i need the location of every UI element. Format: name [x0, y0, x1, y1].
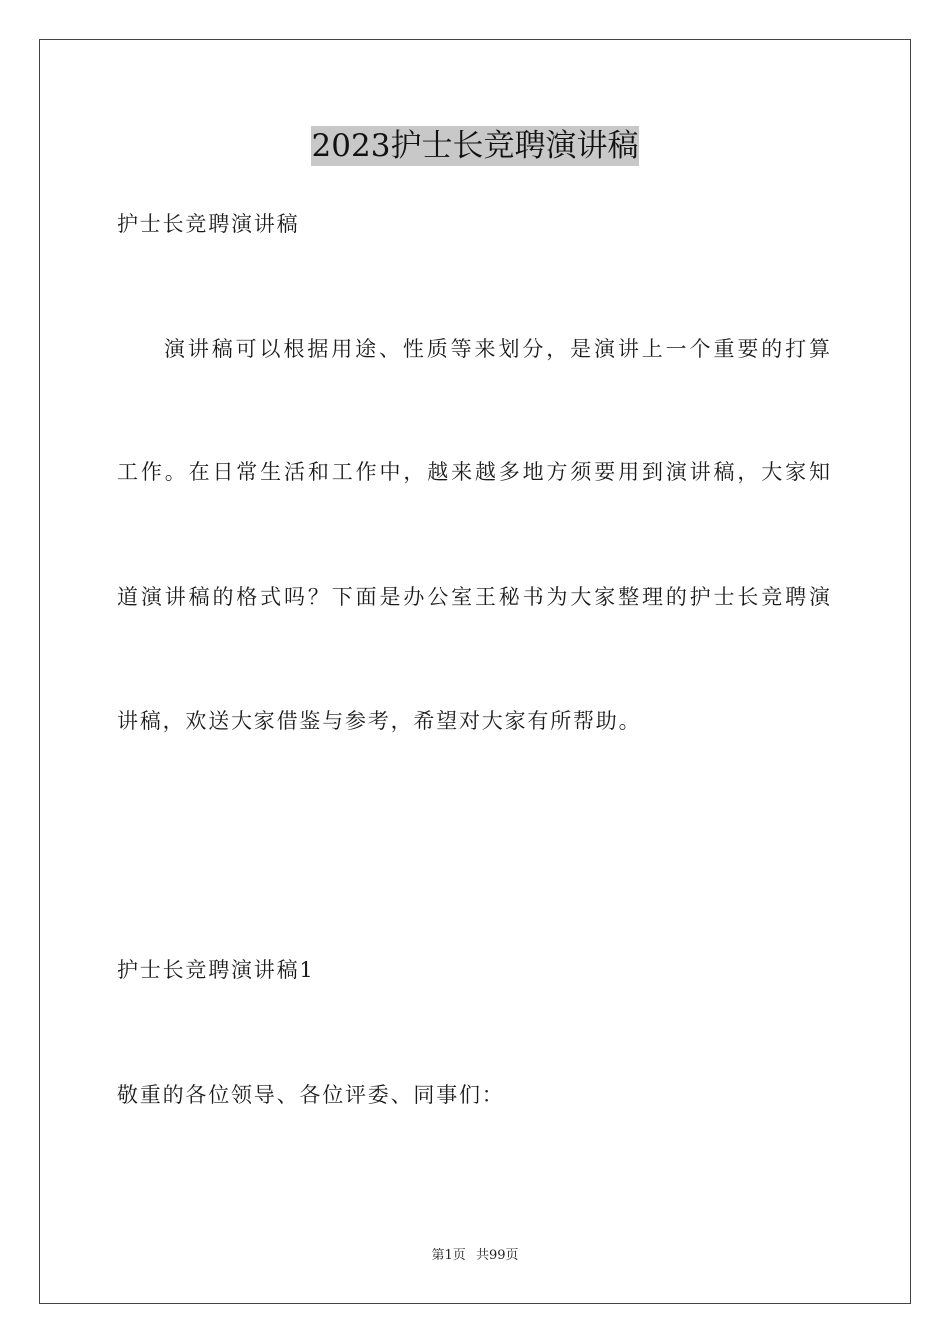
document-subtitle: 护士长竞聘演讲稿 [117, 212, 300, 236]
intro-line-1: 演讲稿可以根据用途、性质等来划分，是演讲上一个重要的打算 [164, 337, 830, 361]
intro-line-2: 工作。在日常生活和工作中，越来越多地方须要用到演讲稿，大家知 [117, 460, 830, 484]
document-title: 2023护士长竞聘演讲稿 [311, 128, 639, 164]
intro-line-4: 讲稿，欢送大家借鉴与参考，希望对大家有所帮助。 [117, 709, 642, 733]
current-page-label: 第1页 [431, 1248, 466, 1263]
intro-line-3: 道演讲稿的格式吗？下面是办公室王秘书为大家整理的护士长竞聘演 [117, 585, 830, 609]
total-pages-label: 共99页 [475, 1248, 519, 1263]
greeting-line: 敬重的各位领导、各位评委、同事们： [117, 1083, 505, 1107]
title-container [0, 126, 950, 166]
section-heading: 护士长竞聘演讲稿1 [117, 958, 315, 982]
page-footer [0, 1246, 950, 1266]
